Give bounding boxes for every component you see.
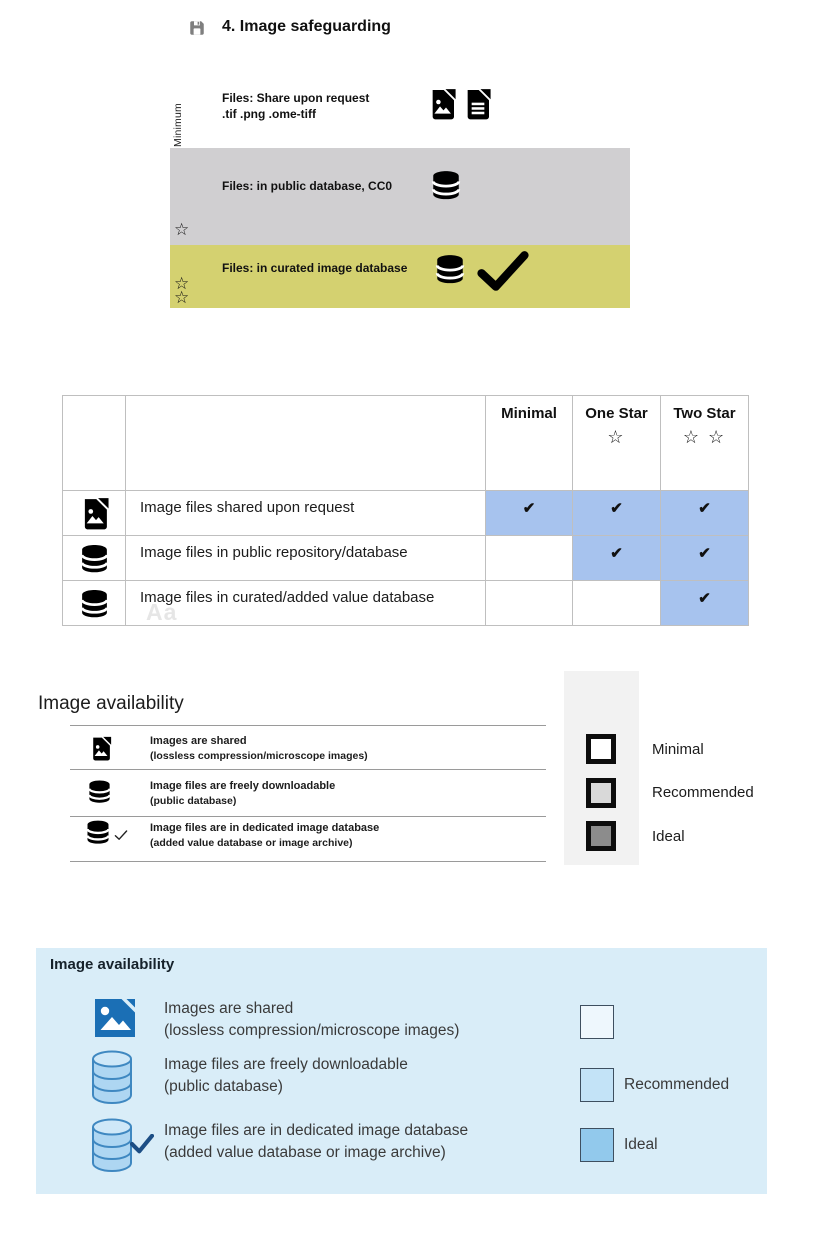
availability-section-bw <box>38 690 550 870</box>
divider <box>70 725 546 726</box>
item-line2: (lossless compression/microscope images) <box>150 750 368 762</box>
item-line1: Image files are freely downloadable <box>164 1056 408 1073</box>
header-minimal <box>486 396 573 491</box>
cell-minimal <box>486 536 573 581</box>
image-file-blue-icon <box>94 996 140 1040</box>
col-label-minimal: Minimal <box>501 405 557 422</box>
swatch-ideal <box>580 1128 614 1162</box>
tier-level-two-star <box>170 245 630 308</box>
item-line1: Image files are in dedicated image database <box>150 822 380 834</box>
image-file-icon <box>88 736 113 761</box>
swatch-recommended <box>586 778 616 808</box>
item-line1: Images are shared <box>164 1000 294 1017</box>
tier-level1-text <box>222 90 369 122</box>
tier-level3-text: Files: in curated image database <box>222 261 408 275</box>
check-blue-icon <box>130 1134 154 1154</box>
legend-bw <box>564 671 834 865</box>
star-icon: ☆ <box>174 274 190 293</box>
swatch-minimal <box>586 734 616 764</box>
watermark-text: Aa <box>146 599 178 625</box>
check-icon <box>114 829 128 841</box>
star-icon: ☆ ☆ <box>682 427 727 447</box>
availability-section-blue <box>36 948 767 1194</box>
check-icon <box>476 249 530 292</box>
table-row <box>63 536 749 581</box>
table-row <box>63 491 749 536</box>
section-heading: Image availability <box>50 956 175 973</box>
check-mark: ✔ <box>610 545 623 562</box>
star-icon: ☆ <box>607 427 626 447</box>
item-line2: (public database) <box>150 795 237 807</box>
database-icon <box>86 778 113 805</box>
image-file-icon <box>63 491 126 536</box>
tier-level1-line2: .tif .png .ome-tiff <box>222 107 316 121</box>
item-line1: Images are shared <box>150 735 247 747</box>
legend-label: Recommended <box>624 1076 730 1093</box>
availability-item <box>150 779 335 809</box>
database-icon <box>84 818 112 846</box>
header-icon-col <box>63 396 126 491</box>
cell-two-star <box>661 536 749 581</box>
tier-level2-text: Files: in public database, CC0 <box>222 179 393 193</box>
row-label: Image files in curated/added value database <box>126 581 486 626</box>
cell-one-star <box>573 581 661 626</box>
database-icon <box>63 536 126 581</box>
divider <box>70 816 546 817</box>
legend-label: Ideal <box>652 828 685 845</box>
database-icon <box>433 252 467 286</box>
availability-item <box>150 734 368 764</box>
header-two-star <box>661 396 749 491</box>
axis-label-minimum: Minimum <box>172 103 184 147</box>
document-file-icon <box>461 88 493 120</box>
availability-item <box>150 821 379 851</box>
tier-level-minimum <box>170 85 630 148</box>
header-one-star <box>573 396 661 491</box>
database-icon <box>429 168 463 202</box>
save-icon <box>188 19 206 37</box>
check-mark: ✔ <box>698 500 711 517</box>
availability-item <box>164 1120 468 1164</box>
swatch-minimal <box>580 1005 614 1039</box>
cell-two-star <box>661 491 749 536</box>
col-label-two-star: Two Star <box>673 405 736 422</box>
item-line2: (public database) <box>164 1078 283 1095</box>
tier-level1-line1: Files: Share upon request <box>222 91 370 105</box>
divider <box>70 861 546 862</box>
section-heading: Image availability <box>38 693 184 714</box>
database-icon <box>63 581 126 626</box>
item-line2: (added value database or image archive) <box>164 1144 446 1161</box>
cell-minimal <box>486 581 573 626</box>
row-label: Image files shared upon request <box>126 491 486 536</box>
legend-label: Ideal <box>624 1136 658 1153</box>
check-mark: ✔ <box>698 545 711 562</box>
availability-item <box>164 1054 408 1098</box>
item-line1: Image files are freely downloadable <box>150 780 336 792</box>
check-mark: ✔ <box>698 590 711 607</box>
tier-level1-icons <box>426 88 493 120</box>
cell-minimal <box>486 491 573 536</box>
legend-label: Recommended <box>652 784 754 801</box>
check-mark: ✔ <box>522 500 536 517</box>
header-desc-col <box>126 396 486 491</box>
item-line2: (added value database or image archive) <box>150 837 353 849</box>
legend-label: Minimal <box>652 741 704 758</box>
check-mark: ✔ <box>610 500 623 517</box>
database-blue-icon <box>86 1048 138 1106</box>
requirements-table <box>62 395 749 626</box>
divider <box>70 769 546 770</box>
cell-one-star <box>573 536 661 581</box>
star-icon: ☆ <box>174 220 190 239</box>
swatch-ideal <box>586 821 616 851</box>
col-label-one-star: One Star <box>585 405 648 422</box>
availability-item <box>164 998 459 1042</box>
row-label: Image files in public repository/database <box>126 536 486 581</box>
item-line1: Image files are in dedicated image database <box>164 1122 469 1139</box>
tier-level-one-star <box>170 148 630 245</box>
table-header-row <box>63 396 749 491</box>
swatch-recommended <box>580 1068 614 1102</box>
image-file-icon <box>426 88 458 120</box>
page-title: 4. Image safeguarding <box>222 18 391 35</box>
cell-two-star <box>661 581 749 626</box>
star-icon: ☆ <box>174 288 190 307</box>
tier-diagram <box>170 85 630 308</box>
cell-one-star <box>573 491 661 536</box>
item-line2: (lossless compression/microscope images) <box>164 1022 460 1039</box>
